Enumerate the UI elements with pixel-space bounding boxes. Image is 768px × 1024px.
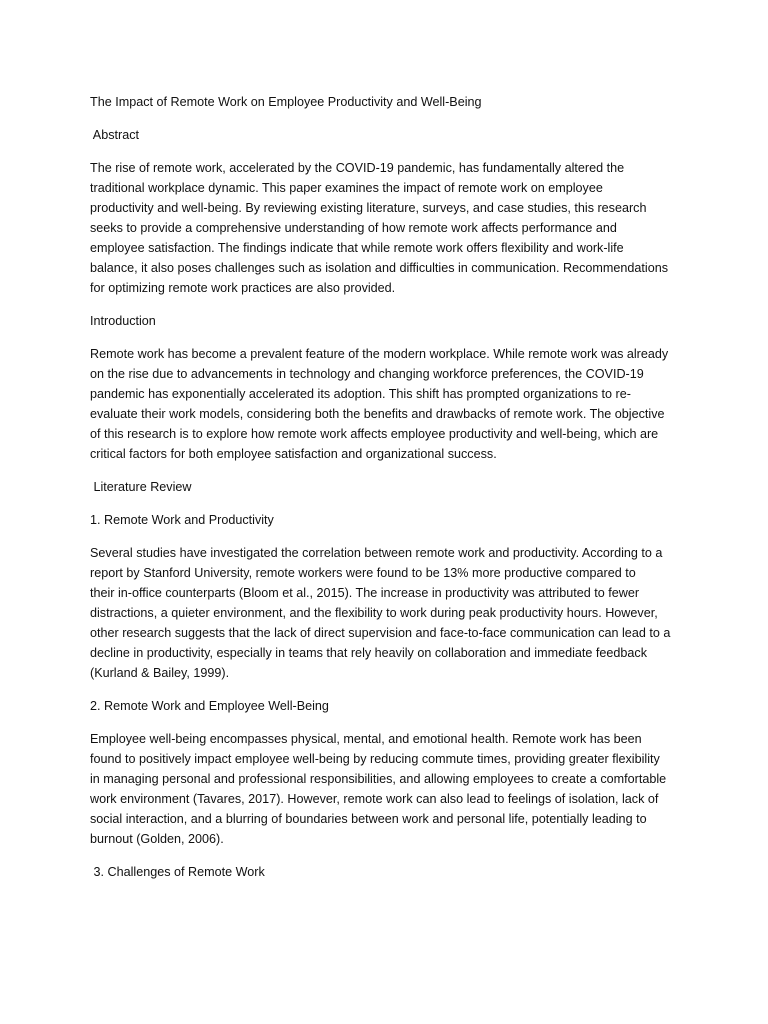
paragraph-line: evaluate their work models, considering both the benefits and drawbacks of remote work. The objective bbox=[90, 407, 665, 421]
paragraph-line: in managing personal and professional responsibilities, and allowing employees to create a comfortable bbox=[90, 772, 667, 786]
paragraph-line: for optimizing remote work practices are also provided. bbox=[90, 281, 396, 295]
document-title: The Impact of Remote Work on Employee Productivity and Well-Being bbox=[90, 95, 482, 109]
paragraph-line: Remote work has become a prevalent feature of the modern workplace. While remote work was already bbox=[90, 347, 669, 361]
paragraph-line: on the rise due to advancements in technology and changing workforce preferences, the COVID-19 bbox=[90, 367, 644, 381]
section-3-heading: 3. Challenges of Remote Work bbox=[90, 865, 265, 879]
paragraph-line: critical factors for both employee satisfaction and organizational success. bbox=[90, 447, 497, 461]
introduction-heading: Introduction bbox=[90, 314, 156, 328]
document-body bbox=[90, 92, 684, 895]
paragraph-line: decline in productivity, especially in teams that rely heavily on collaboration and immediate feedback bbox=[90, 646, 647, 660]
paragraph-line: traditional workplace dynamic. This paper examines the impact of remote work on employee bbox=[90, 181, 603, 195]
paragraph-line: productivity and well-being. By reviewing existing literature, surveys, and case studies, this research bbox=[90, 201, 647, 215]
section-2-paragraph bbox=[90, 729, 684, 849]
paragraph-line: social interaction, and a blurring of boundaries between work and personal life, potentially leading to bbox=[90, 812, 647, 826]
section-2-heading: 2. Remote Work and Employee Well-Being bbox=[90, 699, 329, 713]
paragraph-line: seeks to provide a comprehensive understanding of how remote work affects performance and bbox=[90, 221, 617, 235]
introduction-paragraph bbox=[90, 344, 684, 464]
paragraph-line: distractions, a quieter environment, and the flexibility to work during peak productivity hours. However, bbox=[90, 606, 658, 620]
section-1-heading: 1. Remote Work and Productivity bbox=[90, 513, 274, 527]
literature-review-heading: Literature Review bbox=[90, 480, 192, 494]
paragraph-line: work environment (Tavares, 2017). However, remote work can also lead to feelings of isolation, lack of bbox=[90, 792, 659, 806]
paragraph-line: balance, it also poses challenges such as isolation and difficulties in communication. Recommendations bbox=[90, 261, 669, 275]
paragraph-line: other research suggests that the lack of direct supervision and face-to-face communication can lead to a bbox=[90, 626, 671, 640]
paragraph-line: employee satisfaction. The findings indicate that while remote work offers flexibility and work-life bbox=[90, 241, 624, 255]
paragraph-line: pandemic has exponentially accelerated its adoption. This shift has prompted organizations to re- bbox=[90, 387, 631, 401]
paragraph-line: found to positively impact employee well-being by reducing commute times, providing greater flexibility bbox=[90, 752, 660, 766]
abstract-heading: Abstract bbox=[90, 128, 139, 142]
section-1-paragraph bbox=[90, 543, 684, 683]
paragraph-line: of this research is to explore how remote work affects employee productivity and well-being, which are bbox=[90, 427, 659, 441]
abstract-paragraph bbox=[90, 158, 684, 298]
paragraph-line: Several studies have investigated the correlation between remote work and productivity. According to a bbox=[90, 546, 663, 560]
paragraph-line: (Kurland & Bailey, 1999). bbox=[90, 666, 230, 680]
paragraph-line: burnout (Golden, 2006). bbox=[90, 832, 224, 846]
paragraph-line: their in-office counterparts (Bloom et al., 2015). The increase in productivity was attributed to fewer bbox=[90, 586, 640, 600]
paragraph-line: The rise of remote work, accelerated by the COVID-19 pandemic, has fundamentally altered the bbox=[90, 161, 625, 175]
paragraph-line: Employee well-being encompasses physical, mental, and emotional health. Remote work has been bbox=[90, 732, 642, 746]
paragraph-line: report by Stanford University, remote workers were found to be 13% more productive compared to bbox=[90, 566, 636, 580]
